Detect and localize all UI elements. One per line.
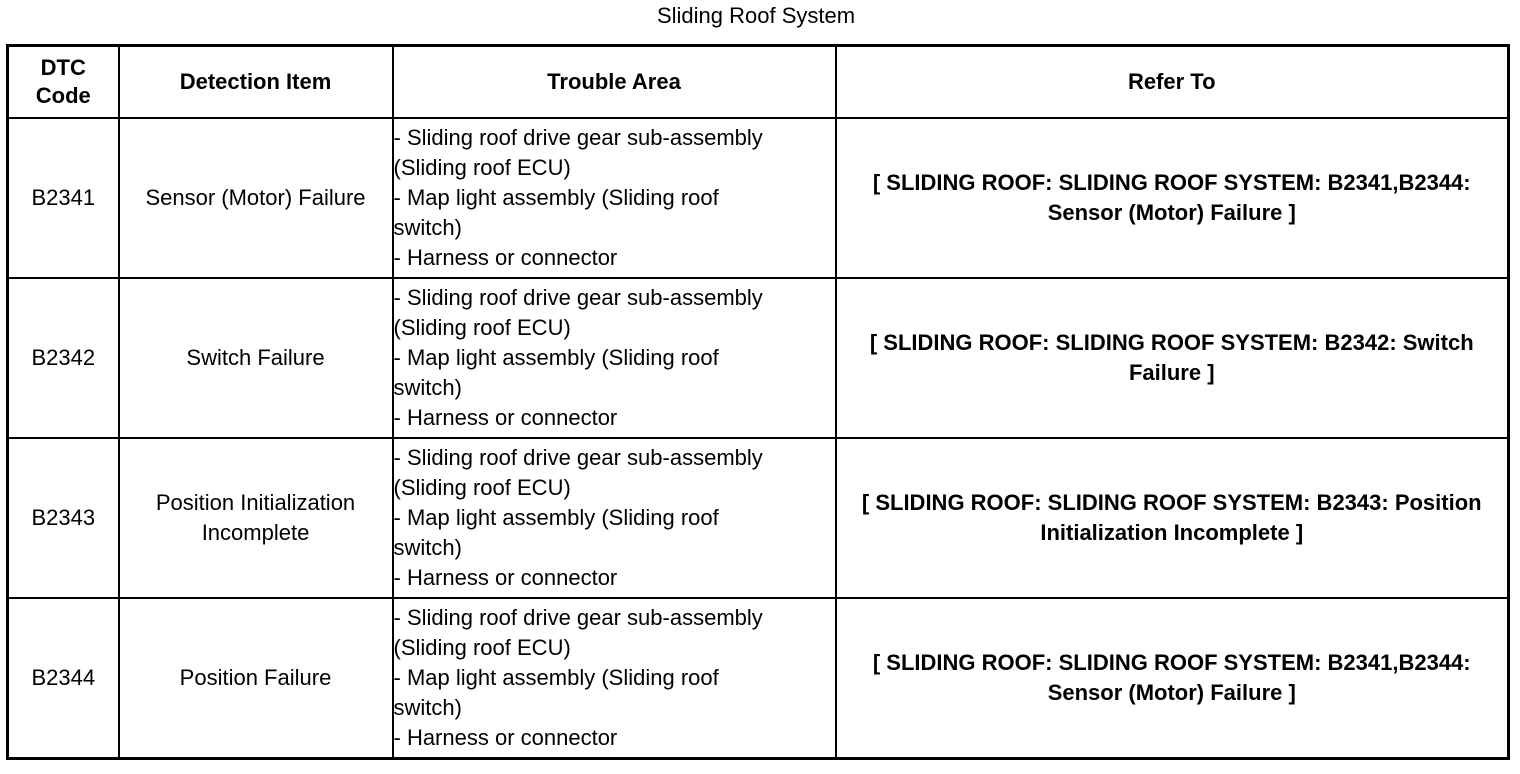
dtc-code-cell: B2344: [8, 598, 119, 759]
refer-to-link[interactable]: [ SLIDING ROOF: SLIDING ROOF SYSTEM: B2343: Position Initialization Incomplete ]: [836, 438, 1509, 598]
header-dtc-code: [8, 46, 119, 119]
table-header-row: [8, 46, 1509, 119]
trouble-area-line: switch): [393, 375, 462, 400]
trouble-area-line: - Map light assembly (Sliding roof: [393, 185, 719, 210]
refer-to-link[interactable]: [ SLIDING ROOF: SLIDING ROOF SYSTEM: B2341,B2344: Sensor (Motor) Failure ]: [836, 118, 1509, 278]
trouble-area-line: - Harness or connector: [393, 405, 618, 430]
table-row: [8, 118, 1509, 278]
trouble-area-line: (Sliding roof ECU): [393, 475, 571, 500]
header-detection-item: Detection Item: [119, 46, 393, 119]
trouble-area-line: switch): [393, 215, 462, 240]
header-dtc-code-label: DTC Code: [35, 55, 91, 108]
table-row: [8, 278, 1509, 438]
trouble-area-cell: [393, 598, 836, 759]
trouble-area-line: (Sliding roof ECU): [393, 155, 571, 180]
trouble-area-line: - Map light assembly (Sliding roof: [393, 345, 719, 370]
trouble-area-line: - Harness or connector: [393, 565, 618, 590]
refer-to-link[interactable]: [ SLIDING ROOF: SLIDING ROOF SYSTEM: B2342: Switch Failure ]: [836, 278, 1509, 438]
trouble-area-line: - Harness or connector: [393, 725, 618, 750]
trouble-area-line: - Sliding roof drive gear sub-assembly: [393, 445, 763, 470]
trouble-area-cell: [393, 278, 836, 438]
header-refer-to: Refer To: [836, 46, 1509, 119]
trouble-area-line: switch): [393, 695, 462, 720]
dtc-code-cell: B2342: [8, 278, 119, 438]
dtc-code-cell: B2343: [8, 438, 119, 598]
trouble-area-cell: [393, 438, 836, 598]
refer-to-link[interactable]: [ SLIDING ROOF: SLIDING ROOF SYSTEM: B2341,B2344: Sensor (Motor) Failure ]: [836, 598, 1509, 759]
trouble-area-line: - Map light assembly (Sliding roof: [393, 665, 719, 690]
table-row: [8, 438, 1509, 598]
trouble-area-line: - Sliding roof drive gear sub-assembly: [393, 125, 763, 150]
trouble-area-line: - Map light assembly (Sliding roof: [393, 505, 719, 530]
trouble-area-line: - Sliding roof drive gear sub-assembly: [393, 605, 763, 630]
trouble-area-cell: [393, 118, 836, 278]
detection-item-cell: Position Failure: [119, 598, 393, 759]
detection-item-cell: Switch Failure: [119, 278, 393, 438]
trouble-area-line: (Sliding roof ECU): [393, 315, 571, 340]
trouble-area-line: - Harness or connector: [393, 245, 618, 270]
table-row: [8, 598, 1509, 759]
header-trouble-area: Trouble Area: [393, 46, 836, 119]
trouble-area-line: - Sliding roof drive gear sub-assembly: [393, 285, 763, 310]
dtc-code-cell: B2341: [8, 118, 119, 278]
trouble-area-line: switch): [393, 535, 462, 560]
detection-item-cell: Sensor (Motor) Failure: [119, 118, 393, 278]
page-title: Sliding Roof System: [656, 3, 856, 28]
dtc-table: [6, 44, 1510, 760]
trouble-area-line: (Sliding roof ECU): [393, 635, 571, 660]
detection-item-cell: Position Initialization Incomplete: [119, 438, 393, 598]
